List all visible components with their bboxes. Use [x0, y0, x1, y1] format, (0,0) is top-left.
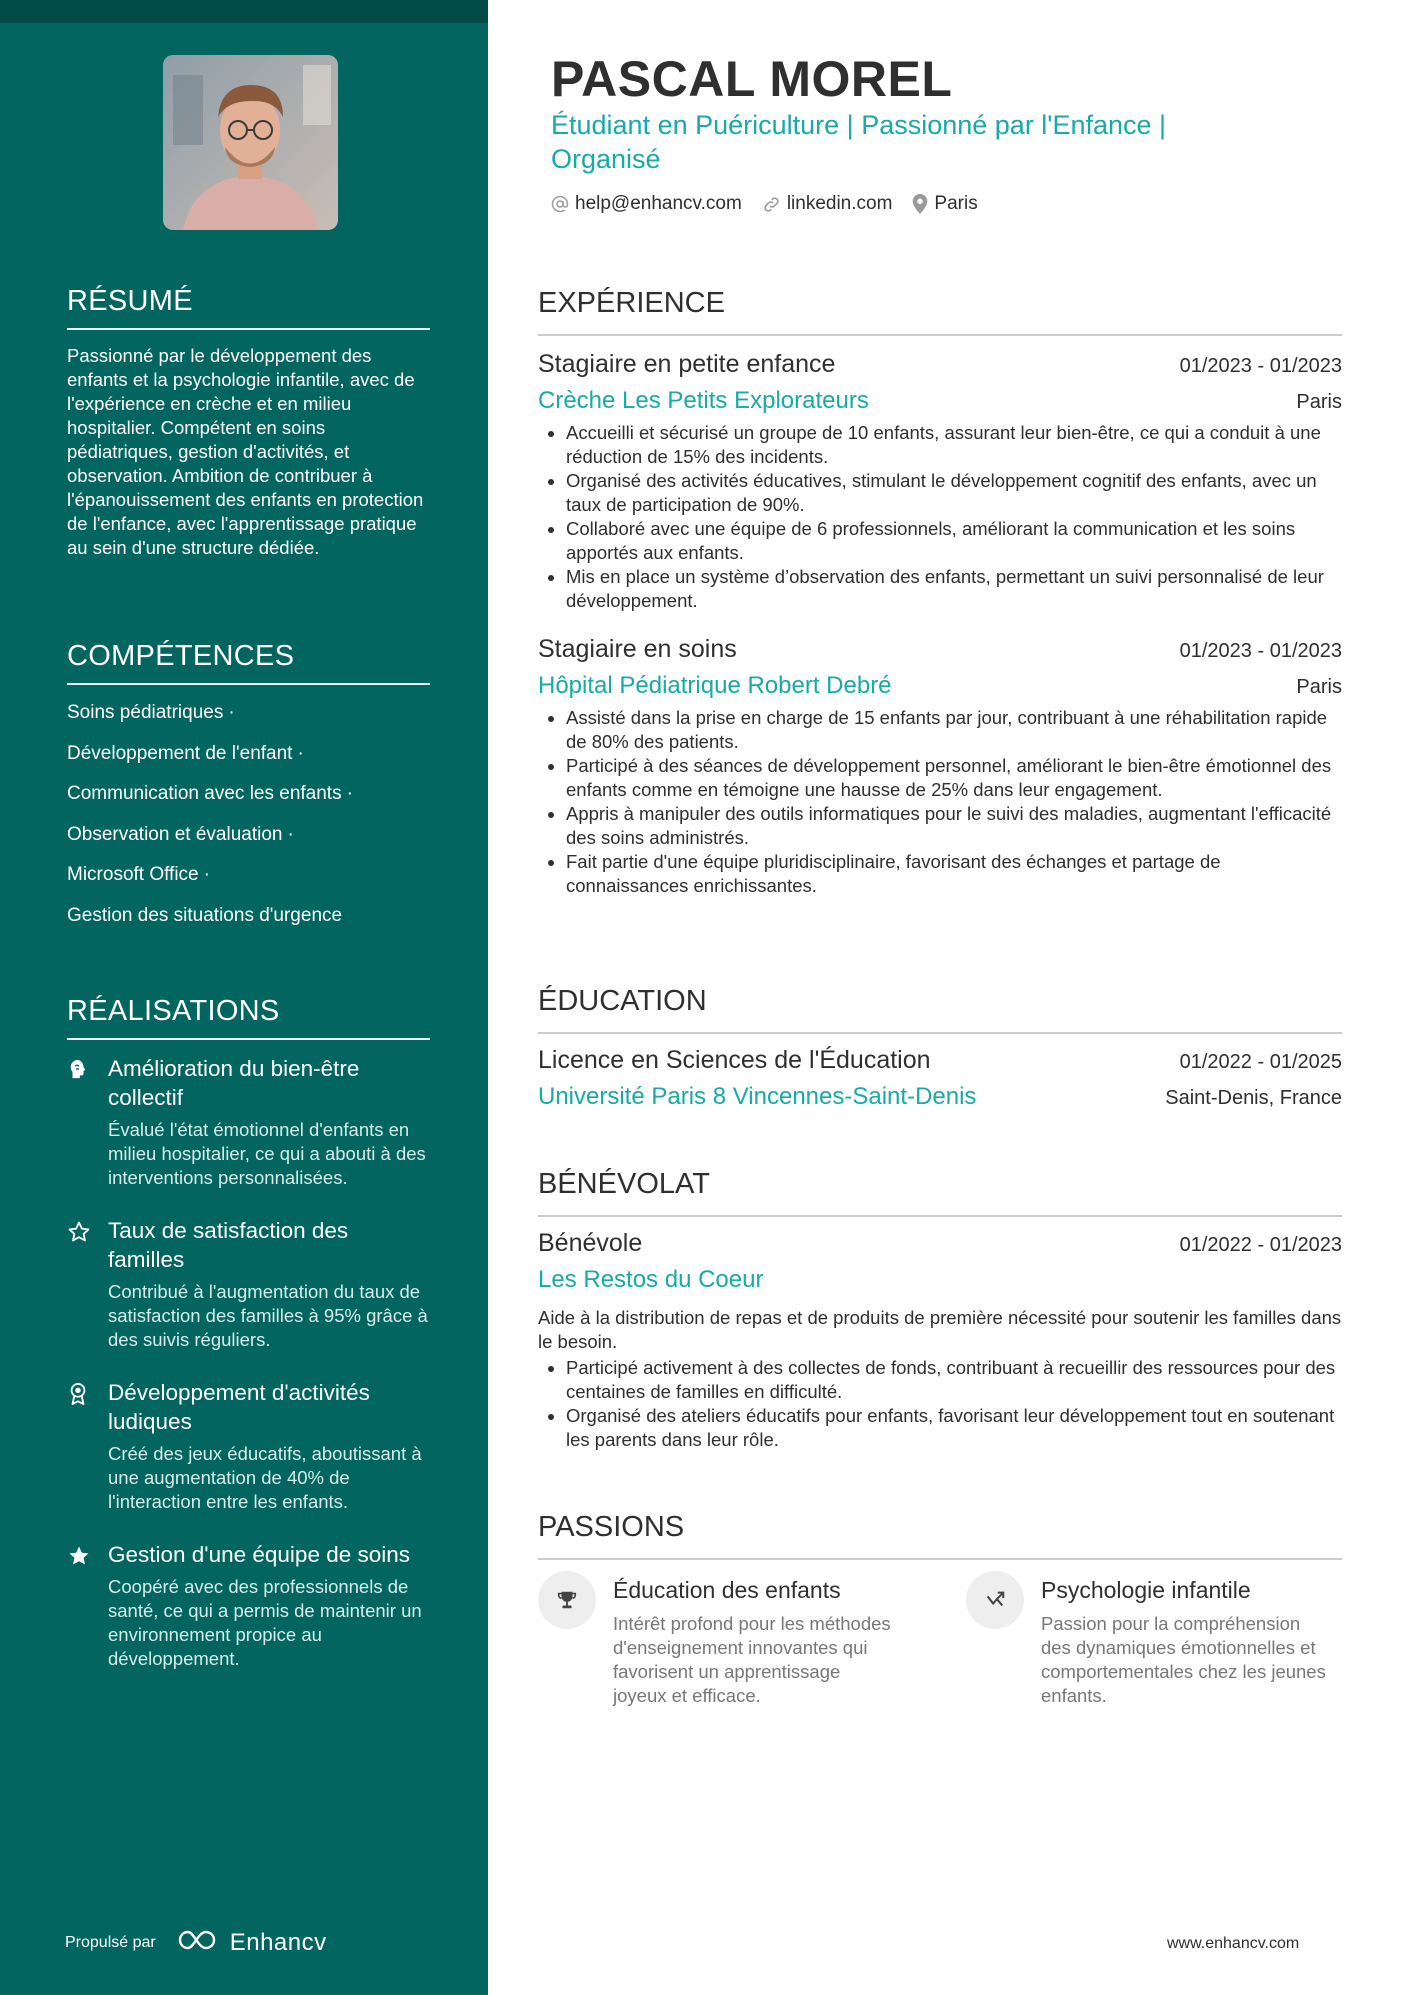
achievement-title: Amélioration du bien-être collectif	[108, 1056, 360, 1110]
achievement-item	[67, 1054, 430, 1190]
passion-title: Éducation des enfants	[613, 1577, 841, 1603]
candidate-name: PASCAL MOREL	[551, 51, 953, 107]
bullet-item: • Accueilli et sécurisé un groupe de 10 enfants, assurant leur bien-être, ce qui a conduit à une réduction de 15% des incidents.	[566, 421, 1342, 469]
profile-photo	[163, 55, 338, 230]
achievement-item	[67, 1378, 430, 1514]
skills-section	[67, 640, 430, 944]
location-pin-icon	[912, 194, 928, 214]
link-icon	[762, 195, 781, 214]
skills-title: COMPÉTENCES	[67, 640, 430, 685]
entry-dates: 01/2023 - 01/2023	[1179, 640, 1342, 662]
education-entry	[538, 1046, 1342, 1111]
achievement-title: Développement d'activités ludiques	[108, 1380, 370, 1434]
education-section	[538, 985, 1342, 1111]
passion-desc: Passion pour la compréhension des dynamiques émotionnelles et comportementales chez les jeunes enfants.	[1041, 1613, 1326, 1706]
skill-item: Communication avec les enfants ·	[67, 783, 353, 804]
bullet-item: • Mis en place un système d’observation des enfants, permettant un suivi personnalisé de leur développement.	[566, 565, 1342, 613]
growth-arrow-icon	[966, 1571, 1024, 1629]
entry-description: Aide à la distribution de repas et de produits de première nécessité pour soutenir les familles dans le besoin.	[538, 1307, 1342, 1352]
skill-item: Observation et évaluation ·	[67, 823, 294, 845]
award-medal-icon	[67, 1382, 91, 1406]
entry-dates: 01/2022 - 01/2023	[1179, 1234, 1342, 1256]
passion-title: Psychologie infantile	[1041, 1577, 1251, 1603]
at-icon	[551, 195, 569, 213]
sidebar-top-bar	[0, 0, 488, 23]
passions-section	[538, 1511, 1342, 1741]
summary-title: RÉSUMÉ	[67, 285, 430, 330]
contact-linkedin[interactable]: linkedin.com	[762, 193, 893, 215]
entry-location: Paris	[1296, 676, 1342, 698]
summary-section	[67, 285, 430, 560]
entry-school: Université Paris 8 Vincennes-Saint-Denis	[538, 1083, 977, 1110]
enhancv-logo-icon[interactable]	[176, 1928, 222, 1957]
passion-desc: Intérêt profond pour les méthodes d'enseignement innovantes qui favorisent un apprentissage joyeux et efficace.	[613, 1613, 891, 1706]
passions-title: PASSIONS	[538, 1511, 1342, 1560]
skill-item: Gestion des situations d'urgence	[67, 904, 343, 926]
entry-dates: 01/2022 - 01/2025	[1179, 1051, 1342, 1073]
entry-bullets	[538, 421, 1342, 613]
volunteering-entry	[538, 1229, 1342, 1452]
entry-location: Saint-Denis, France	[1165, 1087, 1342, 1109]
achievements-section	[67, 995, 430, 1697]
brand-name[interactable]: Enhancv	[229, 1928, 327, 1956]
passion-item	[538, 1571, 918, 1708]
entry-organization: Crèche Les Petits Explorateurs	[538, 387, 869, 414]
bullet-item: • Fait partie d'une équipe pluridisciplinaire, favorisant des échanges et partage de connaissances enrichissantes.	[566, 850, 1342, 898]
bullet-item: • Appris à manipuler des outils informatiques pour le suivi des maladies, augmentant l'efficacité des soins administrés.	[566, 802, 1342, 850]
skills-list	[67, 701, 430, 928]
powered-by	[65, 1928, 327, 1957]
achievements-title: RÉALISATIONS	[67, 995, 430, 1040]
bullet-item: • Assisté dans la prise en charge de 15 enfants par jour, contribuant à une réhabilitation rapide de 80% des patients.	[566, 706, 1342, 754]
entry-organization: Les Restos du Coeur	[538, 1266, 764, 1293]
entry-degree: Licence en Sciences de l'Éducation	[538, 1046, 931, 1074]
achievement-desc: Coopéré avec des professionnels de santé, ce qui a permis de maintenir un environnement propice au développement.	[108, 1576, 422, 1669]
passion-item	[966, 1571, 1346, 1708]
star-filled-icon	[67, 1544, 91, 1568]
volunteering-title: BÉNÉVOLAT	[538, 1168, 1342, 1217]
bullet-item: • Participé activement à des collectes de fonds, contribuant à recueillir des ressources pour des centaines de familles en difficulté.	[566, 1356, 1342, 1404]
experience-section	[538, 287, 1342, 898]
sidebar	[0, 0, 488, 1995]
experience-entry	[538, 635, 1342, 898]
achievement-desc: Évalué l'état émotionnel d'enfants en milieu hospitalier, ce qui a abouti à des interventions personnalisées.	[108, 1119, 426, 1188]
bullet-item: • Organisé des activités éducatives, stimulant le développement cognitif des enfants, avec un taux de participation de 90%.	[566, 469, 1342, 517]
achievement-desc: Créé des jeux éducatifs, aboutissant à une augmentation de 40% de l'interaction entre les enfants.	[108, 1443, 422, 1512]
entry-bullets	[538, 1356, 1342, 1452]
contact-bar	[551, 193, 998, 215]
skill-item: Développement de l'enfant ·	[67, 742, 304, 764]
trophy-icon	[538, 1571, 596, 1629]
entry-role: Bénévole	[538, 1229, 643, 1257]
entry-location: Paris	[1296, 391, 1342, 413]
summary-text: Passionné par le développement des enfants et la psychologie infantile, avec de l'expérience en crèche et en milieu hospitalier. Compétent en soins pédiatriques, gestion d'activités, et observation. Ambition de contribuer à l'épanouissement des enfants en protection de l'enfance, avec l'apprentissage pratique au sein d'une structure dédiée.	[67, 345, 424, 558]
volunteering-section	[538, 1168, 1342, 1452]
achievement-title: Gestion d'une équipe de soins	[108, 1542, 411, 1567]
experience-title: EXPÉRIENCE	[538, 287, 1342, 336]
bullet-item: • Organisé des ateliers éducatifs pour enfants, favorisant leur développement tout en soutenant les parents dans leur rôle.	[566, 1404, 1342, 1452]
website-link[interactable]: www.enhancv.com	[1167, 1935, 1300, 1952]
bullet-item: • Collaboré avec une équipe de 6 professionnels, améliorant la communication et les soins apportés aux enfants.	[566, 517, 1342, 565]
achievement-item	[67, 1216, 430, 1352]
contact-email[interactable]: help@enhancv.com	[551, 193, 742, 215]
achievement-title: Taux de satisfaction des familles	[108, 1218, 349, 1272]
entry-bullets	[538, 706, 1342, 898]
entry-role: Stagiaire en soins	[538, 635, 737, 663]
bullet-item: • Participé à des séances de développement personnel, améliorant le bien-être émotionnel des enfants comme en témoigne une hausse de 25% dans leur engagement.	[566, 754, 1342, 802]
achievement-item	[67, 1540, 430, 1671]
experience-entry	[538, 350, 1342, 613]
brain-head-icon	[67, 1058, 91, 1082]
entry-role: Stagiaire en petite enfance	[538, 350, 836, 378]
skill-item: Microsoft Office ·	[67, 864, 210, 885]
headline: Étudiant en Puériculture | Passionné par l'Enfance | Organisé	[551, 110, 1167, 174]
entry-organization: Hôpital Pédiatrique Robert Debré	[538, 672, 892, 699]
entry-dates: 01/2023 - 01/2023	[1179, 355, 1342, 377]
achievement-desc: Contribué à l'augmentation du taux de satisfaction des familles à 95% grâce à des suivis réguliers.	[108, 1281, 428, 1350]
education-title: ÉDUCATION	[538, 985, 1342, 1034]
powered-by-label: Propulsé par	[65, 1933, 156, 1951]
contact-location: Paris	[912, 193, 977, 215]
skill-item: Soins pédiatriques ·	[67, 702, 235, 723]
star-outline-icon	[67, 1220, 91, 1244]
